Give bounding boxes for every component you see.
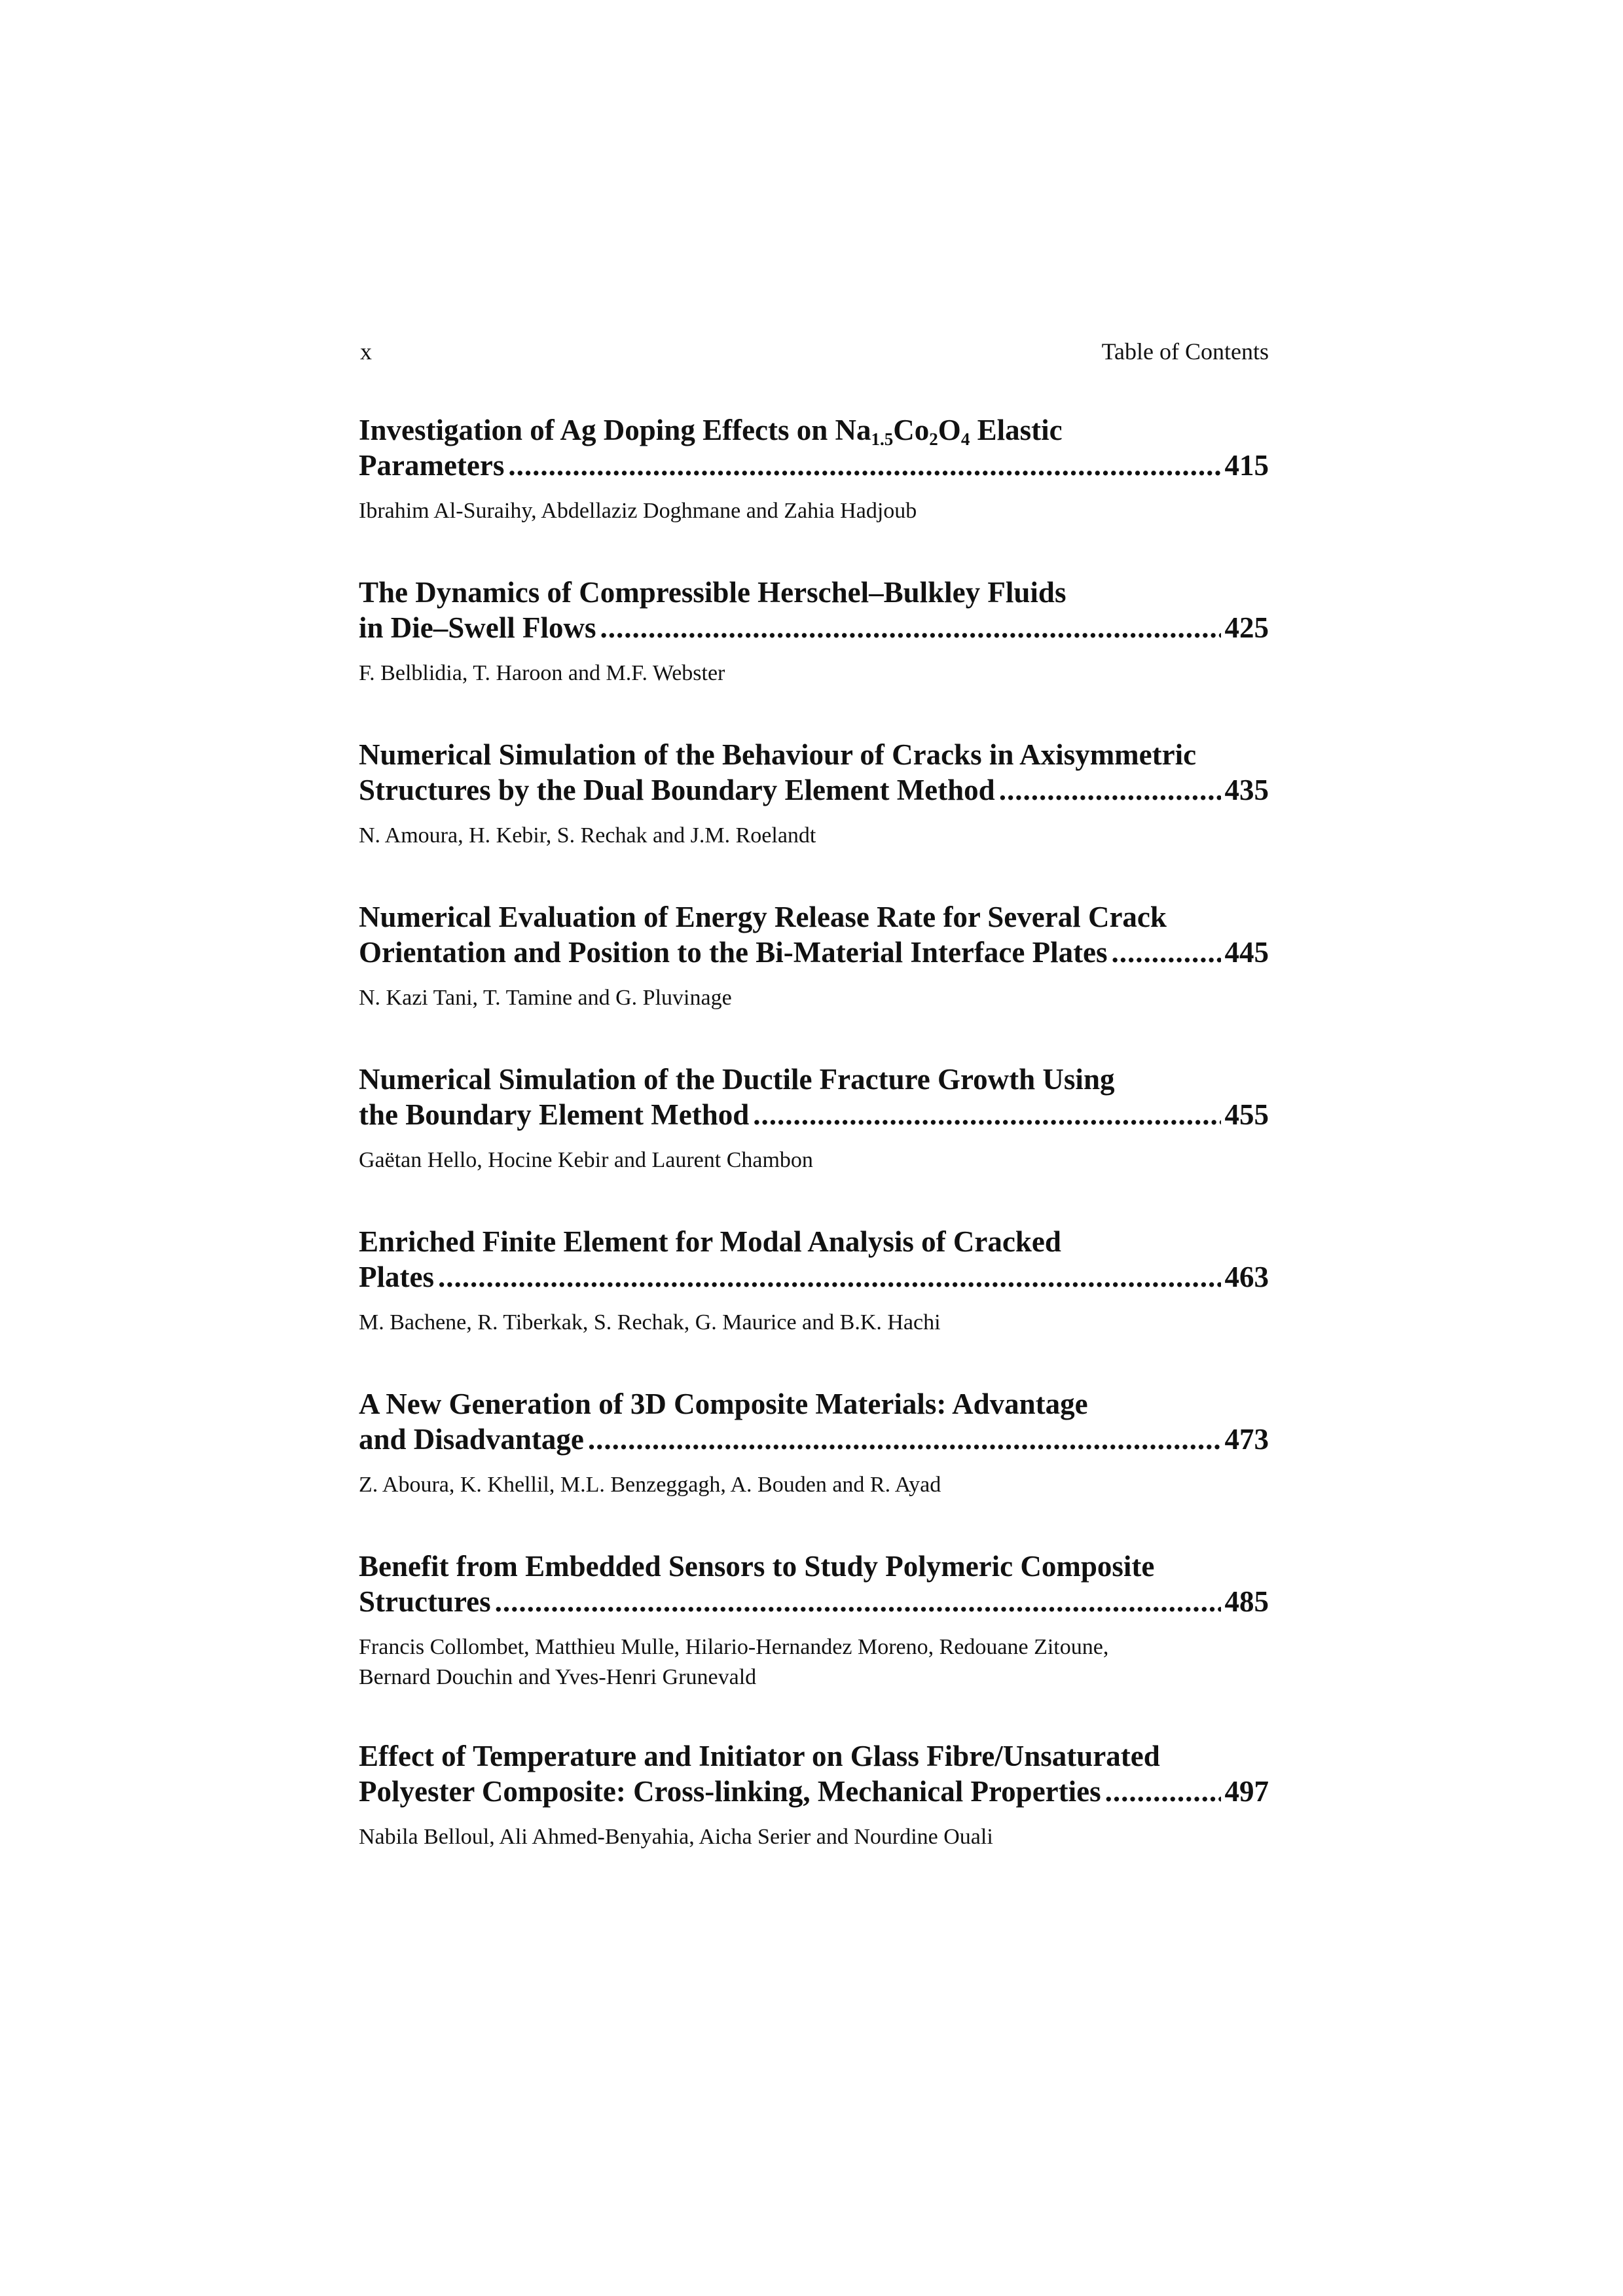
entry-page-number: 485 (1224, 1585, 1269, 1618)
toc-entry[interactable] (359, 1224, 1269, 1338)
entry-title-line1: Numerical Simulation of the Behaviour of Cracks in Axisymmetric (359, 738, 1197, 771)
entry-authors: Francis Collombet, Matthieu Mulle, Hilario-Hernandez Moreno, Redouane Zitoune, (359, 1635, 1109, 1659)
toc-entry[interactable] (359, 899, 1269, 1013)
toc-entry[interactable] (359, 1549, 1269, 1693)
entry-authors: Ibrahim Al-Suraihy, Abdellaziz Doghmane and Zahia Hadjoub (359, 499, 917, 523)
dot-leader (753, 1097, 1220, 1132)
entry-title-line1: Enriched Finite Element for Modal Analysis of Cracked (359, 1225, 1061, 1258)
entry-authors: Z. Aboura, K. Khellil, M.L. Benzeggagh, A. Bouden and R. Ayad (359, 1473, 941, 1497)
entry-page-number: 445 (1224, 936, 1269, 969)
running-title: Table of Contents (1101, 338, 1269, 365)
entry-title-line1: Effect of Temperature and Initiator on Glass Fibre/Unsaturated (359, 1740, 1160, 1772)
dot-leader (1105, 1774, 1221, 1809)
entry-title-line2: and Disadvantage ..... 473 (359, 1422, 1269, 1457)
entry-authors: N. Amoura, H. Kebir, S. Rechak and J.M. Roelandt (359, 823, 816, 848)
dot-leader (600, 610, 1221, 645)
entry-page-number: 435 (1224, 774, 1269, 806)
entry-page-number: 463 (1224, 1261, 1269, 1293)
entry-title-line1: Numerical Evaluation of Energy Release Rate for Several Crack (359, 901, 1167, 933)
entry-title-line1: A New Generation of 3D Composite Materials: Advantage (359, 1388, 1088, 1420)
entry-authors: Nabila Belloul, Ali Ahmed-Benyahia, Aicha Serier and Nourdine Ouali (359, 1825, 993, 1849)
dot-leader (508, 448, 1220, 483)
toc-entry[interactable] (359, 1738, 1269, 1852)
entry-page-number: 473 (1224, 1423, 1269, 1456)
toc-entry[interactable] (359, 1062, 1269, 1175)
entry-title-line2: Parameters ..... 415 (359, 448, 1269, 483)
entry-page-number: 455 (1224, 1098, 1269, 1131)
dot-leader (588, 1422, 1221, 1457)
entry-page-number: 415 (1224, 449, 1269, 482)
toc-entry[interactable] (359, 575, 1269, 689)
toc-entry[interactable] (359, 737, 1269, 851)
entry-authors: N. Kazi Tani, T. Tamine and G. Pluvinage (359, 986, 732, 1010)
entry-title-line2: Structures by the Dual Boundary Element Method ..... 435 (359, 772, 1269, 808)
entry-title-line2: Plates ..... 463 (359, 1259, 1269, 1295)
entry-title-line1: Numerical Simulation of the Ductile Fracture Growth Using (359, 1063, 1115, 1096)
entry-authors-continued: Bernard Douchin and Yves-Henri Grunevald (359, 1665, 757, 1689)
entry-title-line1: Benefit from Embedded Sensors to Study Polymeric Composite (359, 1550, 1155, 1583)
dot-leader (495, 1584, 1221, 1619)
toc-entry[interactable] (359, 412, 1269, 526)
entry-page-number: 497 (1224, 1775, 1269, 1808)
entry-title-line2: Structures ..... 485 (359, 1584, 1269, 1619)
dot-leader (1112, 935, 1221, 970)
entry-page-number: 425 (1224, 611, 1269, 644)
entry-authors: F. Belblidia, T. Haroon and M.F. Webster (359, 661, 725, 685)
page-number: x (360, 338, 372, 365)
entry-title-line1: The Dynamics of Compressible Herschel–Bulkley Fluids (359, 576, 1067, 609)
entry-title-line1: Investigation of Ag Doping Effects on $Na_{1.5}Co_2O_4$ Elastic (359, 414, 1063, 449)
entry-title-line2: Polyester Composite: Cross-linking, Mechanical Properties ..... 497 (359, 1774, 1269, 1809)
entry-title-line2: the Boundary Element Method ..... 455 (359, 1097, 1269, 1132)
entry-authors: M. Bachene, R. Tiberkak, S. Rechak, G. Maurice and B.K. Hachi (359, 1310, 941, 1335)
dot-leader (999, 772, 1221, 808)
entry-authors: Gaëtan Hello, Hocine Kebir and Laurent Chambon (359, 1148, 813, 1172)
toc-entry[interactable] (359, 1386, 1269, 1500)
table-of-contents (359, 0, 1269, 2296)
dot-leader (438, 1259, 1221, 1295)
entry-title-line2: in Die–Swell Flows ..... 425 (359, 610, 1269, 645)
entry-title-line2: Orientation and Position to the Bi-Material Interface Plates ..... 445 (359, 935, 1269, 970)
